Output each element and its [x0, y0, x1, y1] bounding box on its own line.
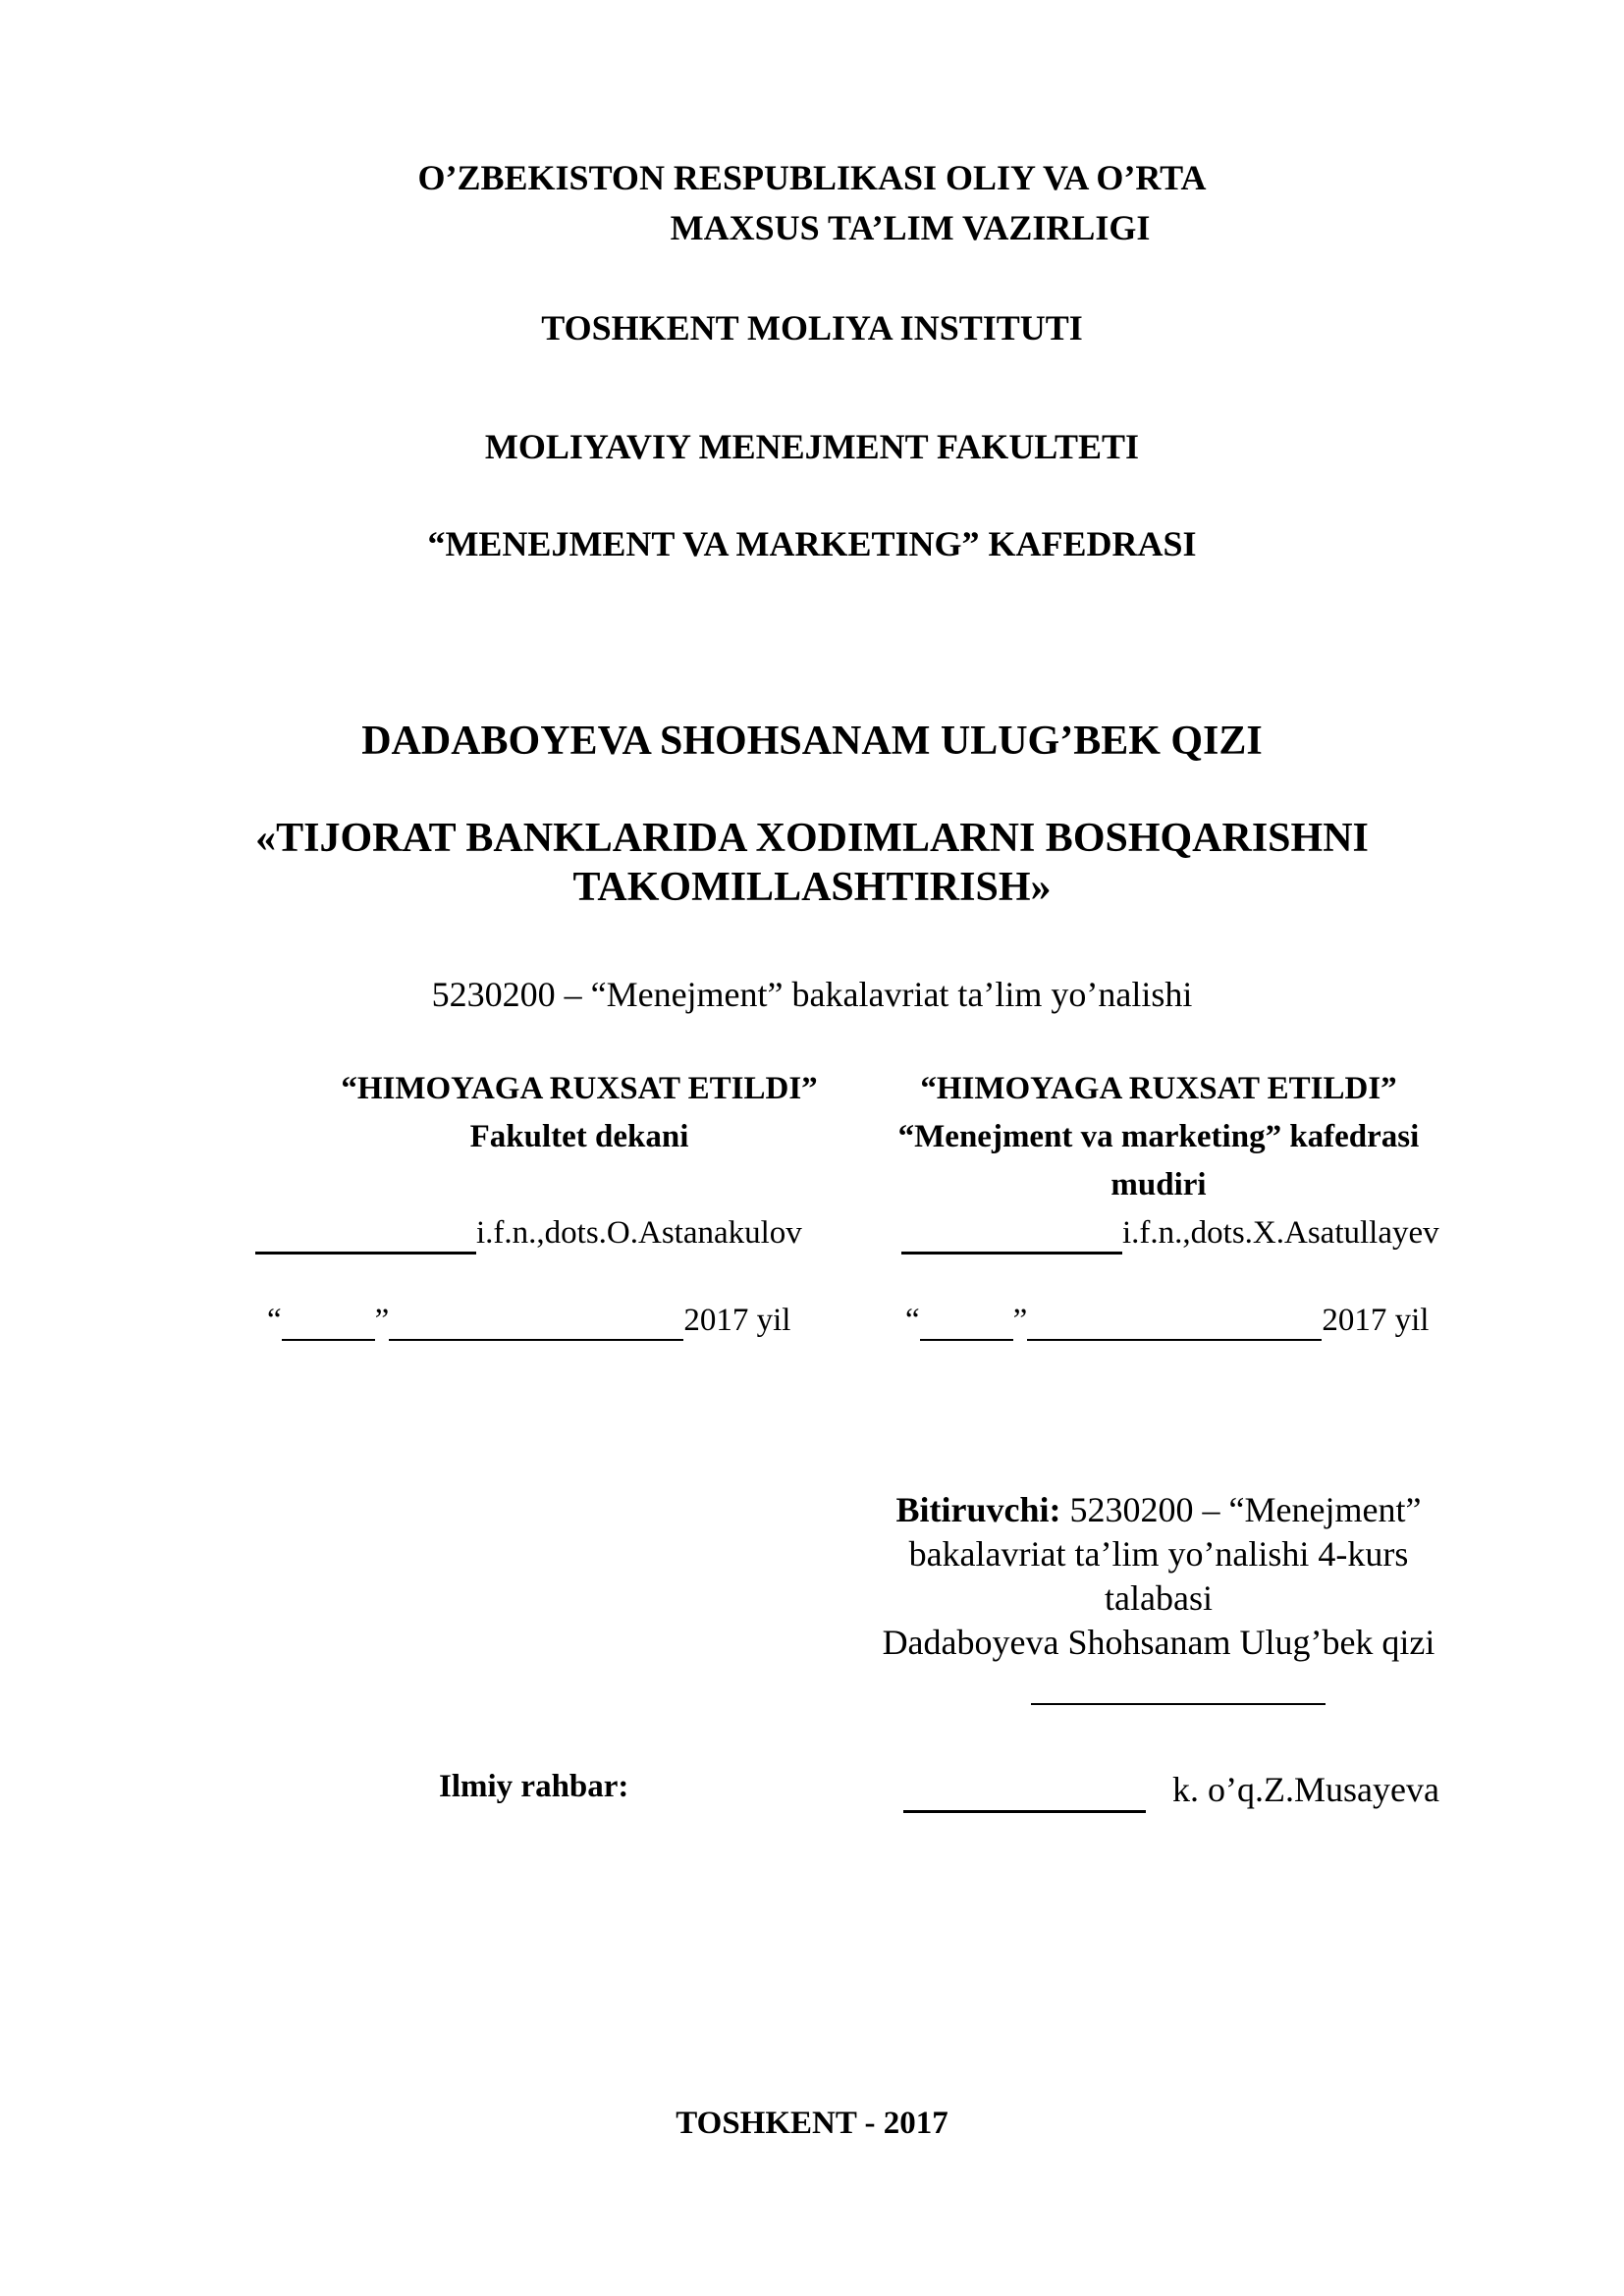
month-blank — [389, 1303, 683, 1341]
graduate-name: Dadaboyeva Shohsanam Ulug’bek qizi — [882, 1623, 1435, 1662]
graduate-line-1 — [844, 1489, 1473, 1530]
supervisor-signature-line — [903, 1769, 1146, 1813]
thesis-title-line-1: «TIJORAT BANKLARIDA XODIMLARNI BOSHQARISHNI — [255, 816, 1369, 861]
thesis-title-line-2: TAKOMILLASHTIRISH» — [572, 865, 1052, 910]
supervisor-name: k. o’q.Z.Musayeva — [1172, 1770, 1439, 1809]
faculty-name: MOLIYAVIY MENEJMENT FAKULTETI — [484, 427, 1140, 466]
date-open-quote: “ — [267, 1303, 282, 1338]
right-approval-role-line-2: mudiri — [1110, 1167, 1207, 1202]
left-approval — [236, 1071, 923, 1107]
department-name: “MENEJMENT VA MARKETING” KAFEDRASI — [427, 524, 1197, 563]
date-close-quote: ” — [374, 1303, 390, 1338]
signature-line — [255, 1215, 476, 1255]
graduate-line-2: bakalavriat ta’lim yo’nalishi 4-kurs — [908, 1534, 1409, 1574]
left-year: 2017 yil — [683, 1303, 791, 1338]
day-blank — [282, 1303, 375, 1341]
ministry-line-1: O’ZBEKISTON RESPUBLIKASI OLIY VA O’RTA — [417, 158, 1207, 197]
left-signature-row — [255, 1215, 802, 1255]
left-date-row — [267, 1303, 790, 1341]
date-open-quote: “ — [905, 1303, 920, 1338]
month-blank — [1027, 1303, 1322, 1341]
footer-city-year: TOSHKENT - 2017 — [676, 2106, 948, 2141]
right-approval-role-line-1: “Menejment va marketing” kafedrasi — [897, 1119, 1420, 1154]
right-date-row — [905, 1303, 1429, 1341]
graduate-program: 5230200 – “Menejment” — [1060, 1490, 1422, 1529]
graduate-signature-line — [1031, 1703, 1326, 1705]
right-year: 2017 yil — [1322, 1303, 1430, 1338]
left-approval-role: Fakultet dekani — [469, 1119, 689, 1154]
institute-name: TOSHKENT MOLIYA INSTITUTI — [541, 308, 1083, 347]
left-signatory: i.f.n.,dots.O.Astanakulov — [476, 1215, 802, 1251]
right-signatory: i.f.n.,dots.X.Asatullayev — [1122, 1215, 1439, 1251]
ministry-line-2: MAXSUS TA’LIM VAZIRLIGI — [670, 208, 1151, 247]
program-line: 5230200 – “Menejment” bakalavriat ta’lim yo’nalishi — [431, 975, 1193, 1014]
author-name: DADABOYEVA SHOHSANAM ULUG’BEK QIZI — [361, 719, 1263, 764]
supervisor-row — [903, 1769, 1439, 1813]
signature-line — [901, 1215, 1122, 1255]
day-blank — [920, 1303, 1013, 1341]
date-close-quote: ” — [1012, 1303, 1028, 1338]
graduate-line-3: talabasi — [1105, 1578, 1213, 1618]
right-signature-row — [901, 1215, 1439, 1255]
supervisor-label: Ilmiy rahbar: — [439, 1769, 629, 1804]
left-approval-heading: “HIMOYAGA RUXSAT ETILDI” — [341, 1071, 818, 1106]
right-approval-heading: “HIMOYAGA RUXSAT ETILDI” — [920, 1071, 1397, 1106]
graduate-label: Bitiruvchi: — [895, 1490, 1061, 1529]
